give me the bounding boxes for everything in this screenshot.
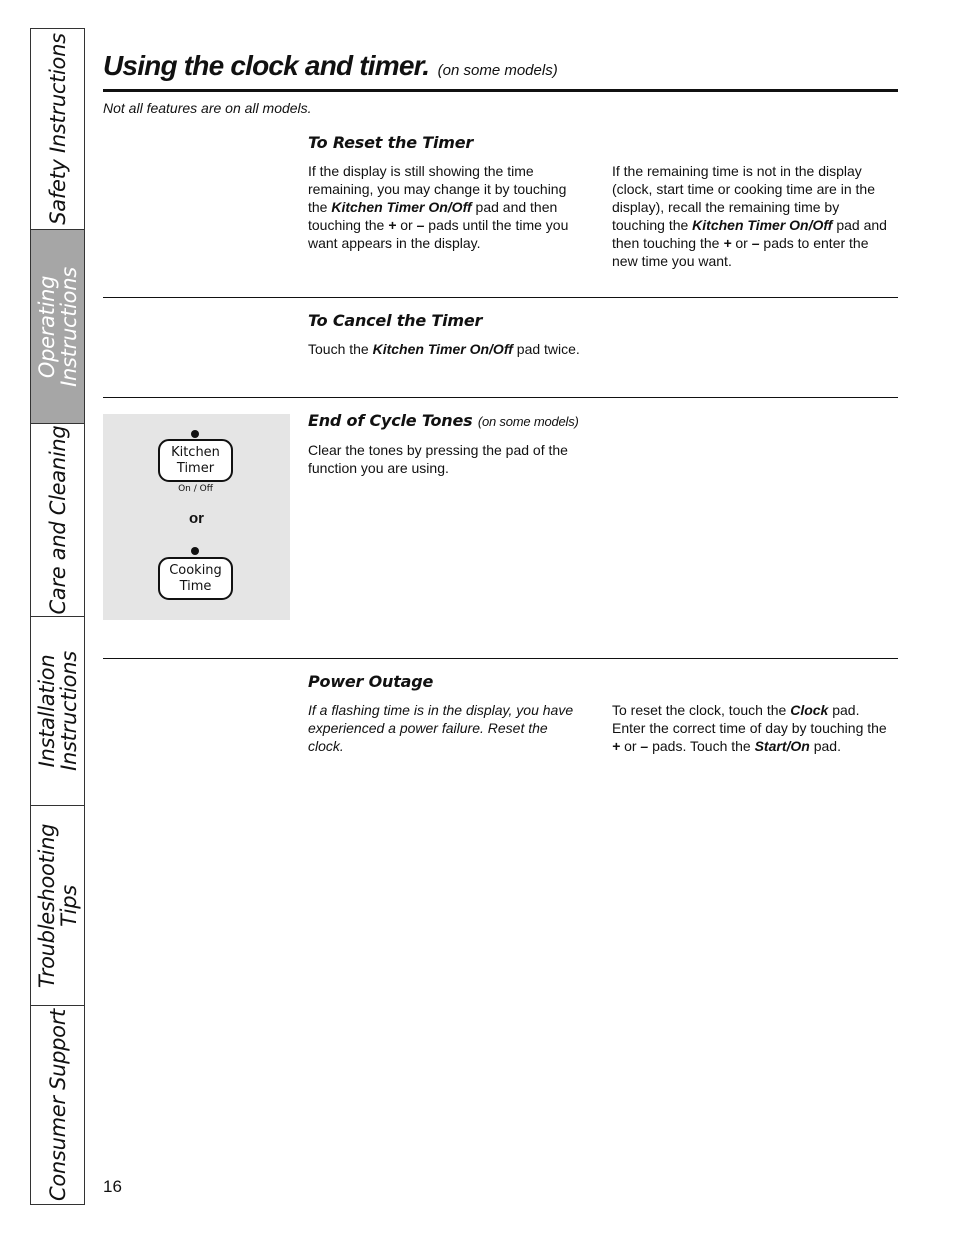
- on-off-label: On / Off: [178, 484, 213, 494]
- section-divider: [103, 297, 898, 298]
- kitchen-timer-pad: Kitchen Timer: [158, 439, 233, 482]
- cancel-timer-heading: To Cancel the Timer: [308, 311, 483, 330]
- cancel-timer-text: Touch the Kitchen Timer On/Off pad twice.: [308, 341, 580, 357]
- tab-troubleshooting-tips[interactable]: [31, 806, 84, 1006]
- indicator-light-icon: [191, 547, 199, 555]
- reset-timer-text-right: If the remaining time is not in the display (clock, start time or cooking time are in the display), recall the remaining time by touching the Kitchen Timer On/Off pad and then touching the + or – pads to enter the new time you want.: [612, 163, 887, 269]
- power-outage-heading: Power Outage: [308, 672, 434, 691]
- page-title: [103, 50, 558, 82]
- tab-installation-instructions[interactable]: [31, 617, 84, 806]
- or-label: or: [189, 510, 204, 527]
- page-number: 16: [103, 1177, 122, 1196]
- section-divider: [103, 397, 898, 398]
- reset-timer-heading: To Reset the Timer: [308, 133, 474, 152]
- power-outage-text-left: If a flashing time is in the display, you have experienced a power failure. Reset the clock.: [308, 702, 574, 754]
- end-of-cycle-text: Clear the tones by pressing the pad of the function you are using.: [308, 442, 568, 476]
- tab-operating-instructions[interactable]: [31, 230, 84, 424]
- tab-label: Troubleshooting Tips: [34, 823, 81, 988]
- tab-safety-instructions[interactable]: [31, 29, 84, 230]
- page-title-main: Using the clock and timer.: [103, 50, 430, 81]
- indicator-light-icon: [191, 430, 199, 438]
- section-divider: [103, 658, 898, 659]
- control-pads-illustration: [103, 414, 290, 620]
- tab-consumer-support[interactable]: [31, 1006, 84, 1204]
- tab-care-and-cleaning[interactable]: [31, 424, 84, 617]
- tab-label: Care and Cleaning: [45, 425, 70, 615]
- cooking-time-pad: Cooking Time: [158, 557, 233, 600]
- power-outage-text-right: To reset the clock, touch the Clock pad. Enter the correct time of day by touching the + or – pads. Touch the Start/On pad.: [612, 702, 887, 754]
- title-rule: [103, 89, 898, 92]
- section-tabs: [30, 28, 85, 1205]
- reset-timer-text-left: If the display is still showing the time remaining, you may change it by touching the Kitchen Timer On/Off pad and then touching the + or – pads until the time you want appears in the display.: [308, 163, 569, 251]
- tab-label: Safety Instructions: [45, 33, 70, 225]
- tab-label: Operating Instructions: [34, 266, 81, 387]
- tab-label: Consumer Support: [45, 1009, 70, 1201]
- tab-label: Installation Instructions: [34, 651, 81, 771]
- end-of-cycle-heading: End of Cycle Tones (on some models): [308, 411, 579, 430]
- features-note: Not all features are on all models.: [103, 100, 312, 116]
- page-title-subtitle: (on some models): [437, 62, 558, 79]
